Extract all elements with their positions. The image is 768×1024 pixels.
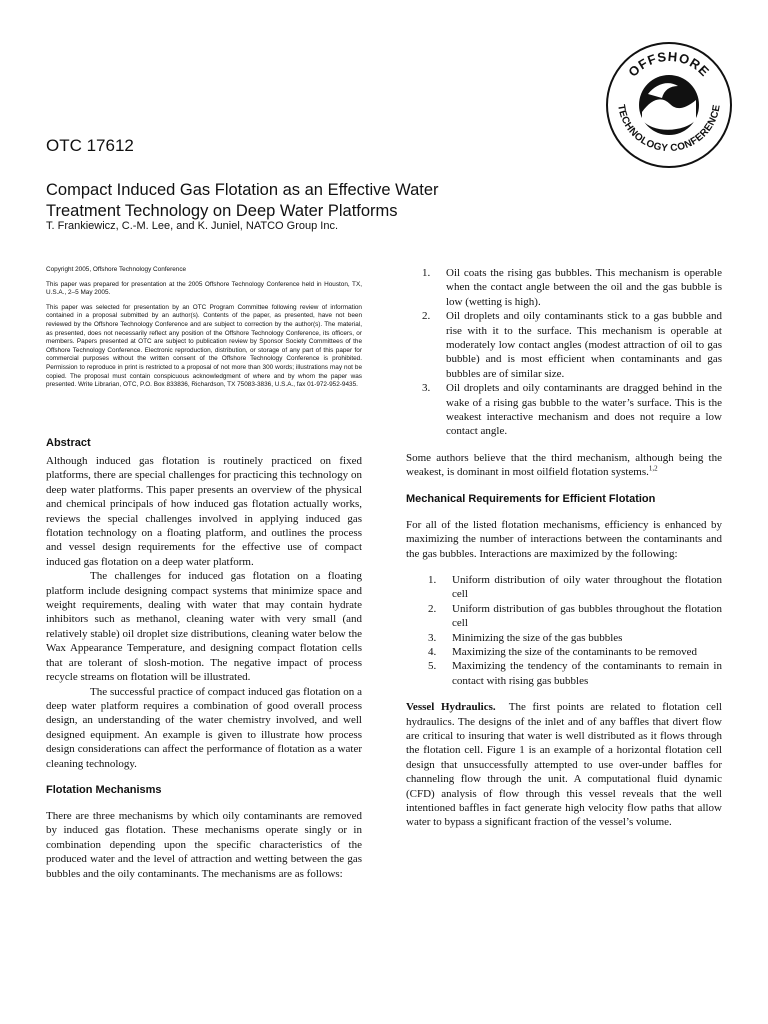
abstract-heading: Abstract (46, 437, 91, 449)
abstract-paragraph-1: Although induced gas flotation is routinely practiced on fixed platforms, there are special challenges for practicing this technology on deep water platforms. This paper presents an overview of the physical and chemical principals of how induced gas flotation actually works, reviews the special challenges involved in applying induced gas flotation technology on a floating platform, and outlines the process and vessel design requirements for the effective use of compact induced gas flotation on a deep water platform. (46, 455, 362, 568)
list-item: 2. Oil droplets and oily contaminants stick to a gas bubble and rise with it to the surface. This mechanism is operable at moderately low contact angles (modest attraction of oil to gas bubble) and is most efficient when contaminants and gas bubbles are of similar size. (422, 310, 722, 380)
authors: T. Frankiewicz, C.-M. Lee, and K. Juniel, NATCO Group Inc. (46, 220, 339, 232)
mechanical-heading: Mechanical Requirements for Efficient Flotation (406, 492, 656, 505)
flotation-heading: Flotation Mechanisms (46, 783, 162, 796)
copyright-presentation: This paper was prepared for presentation at the 2005 Offshore Technology Conference held in Houston, TX, U.S.A., 2–5 May 2005. (46, 280, 362, 297)
mechanisms-list (406, 266, 722, 439)
right-column (406, 266, 722, 830)
left-column (46, 436, 362, 881)
requirements-list (406, 573, 722, 688)
title-line-1: Compact Induced Gas Flotation as an Effective Water (46, 181, 439, 199)
paper-id: OTC 17612 (46, 136, 134, 155)
list-item: 4. Maximizing the size of the contaminants to be removed (428, 645, 697, 658)
copyright-block (46, 266, 362, 396)
vessel-hydraulics-heading: Vessel Hydraulics. (406, 701, 496, 714)
paper-title (46, 180, 496, 222)
title-line-2: Treatment Technology on Deep Water Platforms (46, 202, 398, 220)
copyright-notice: This paper was selected for presentation by an OTC Program Committee following review of information contained in a proposal submitted by an author(s). Contents of the paper, as presented, have not been reviewed by the Offshore Technology Conference and are subject to correction by the author(s). The material, as presented, does not necessarily reflect any position of the Offshore Technology Conference, its officers, or members. Papers presented at OTC are subject to publication review by Sponsor Society Committees of the Offshore Technology Conference. Electronic reproduction, distribution, or storage of any part of this paper for commercial purposes without the written consent of the Offshore Technology Conference is prohibited. Permission to reproduce in print is restricted to a proposal of not more than 300 words; illustrations may not be copied. The proposal must contain conspicuous acknowledgment of where and by whom the paper was presented. Write Librarian, OTC, P.O. Box 833836, Richardson, TX 75083-3836, U.S.A., fax 01-972-952-9435. (46, 303, 362, 389)
svg-text:OFFSHORE: OFFSHORE (625, 48, 713, 80)
flotation-paragraph: There are three mechanisms by which oily contaminants are removed by induced gas flotation. These mechanisms operate singly or in combination depending upon the specific characteristics of the produced water and the level of attraction and wetting between the gas bubbles and the oily contaminants. The mechanisms are as follows: (46, 809, 362, 880)
list-item: 2. Uniform distribution of gas bubbles throughout the flotation cell (428, 602, 722, 630)
vessel-hydraulics-paragraph: Vessel Hydraulics. The first points are related to flotation cell hydraulics. The designs of the inlet and of any baffles that divert flow are critical to insuring that water is well distributed as it flows through the flotation cell. Figure 1 is an example of a horizontal flotation cell design that unsuccessfully attempted to use over-under baffles for channeling flow through the unit. A computational fluid dynamic (CFD) analysis of flow through this vessel reveals that the well intentioned baffles in fact generate high velocity flow paths that allow water to bypass a significant fraction of the vessel’s volume. (406, 701, 722, 829)
abstract-paragraph-2: The challenges for induced gas flotation on a floating platform include designing compact systems that minimize space and weight requirements, dealing with water that may contain hydrate inhibitors such as methanol, cleaning water with very small (and relatively stable) oil droplet size distributions, cleaning water below the Wax Appearance Temperature, and designing compact flotation cells that are tolerant of slosh-motion. The negative impact of process recycle streams on flotation will be illustrated. (46, 570, 362, 684)
copyright-line: Copyright 2005, Offshore Technology Conference (46, 266, 187, 273)
list-item: 3. Oil droplets and oily contaminants are dragged behind in the wake of a rising gas bubble to the water’s surface. This is the weakest interactive mechanism and does not require a low contact angle. (422, 382, 722, 438)
authors-note-paragraph: Some authors believe that the third mechanism, although being the weakest, is dominant in most oilfield flotation systems.$^{1,2}$ (406, 451, 722, 479)
list-item: 1. Oil coats the rising gas bubbles. This mechanism is operable when the contact angle between the oil and the gas bubble is low (wetting is high). (422, 267, 722, 308)
list-item: 3. Minimizing the size of the gas bubbles (428, 631, 623, 644)
svg-text:TECHNOLOGY CONFERENCE: TECHNOLOGY CONFERENCE (615, 103, 723, 155)
abstract-paragraph-3: The successful practice of compact induced gas flotation on a deep water platform requires a combination of good overall process design, an understanding of the water chemistry involved, and well designed equipment. An example is given to illustrate how process design considerations can affect the performance of flotation as a water cleaning technology. (46, 685, 362, 770)
list-item: 5. Maximizing the tendency of the contaminants to remain in contact with rising gas bubbles (428, 660, 722, 687)
list-item: 1. Uniform distribution of oily water throughout the flotation cell (428, 573, 722, 601)
mechanical-paragraph: For all of the listed flotation mechanisms, efficiency is enhanced by maximizing the number of interactions between the contaminants and the gas bubbles. Interactions are maximized by the following: (406, 518, 722, 560)
otc-logo (604, 40, 734, 170)
